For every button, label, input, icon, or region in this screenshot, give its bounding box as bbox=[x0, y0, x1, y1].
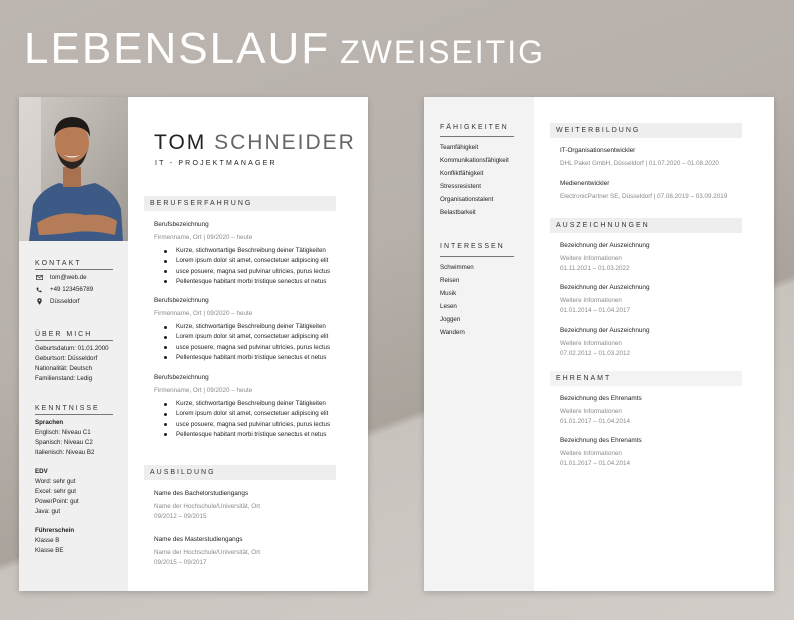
banner-main-title: LEBENSLAUF bbox=[24, 24, 331, 73]
experience-company: Firmenname, Ort | 09/2020 – heute bbox=[154, 310, 253, 317]
award-dates: 07.02.2012 – 01.03.2012 bbox=[560, 350, 631, 357]
experience-company: Firmenname, Ort | 09/2020 – heute bbox=[154, 387, 253, 394]
contact-city: Düsseldorf bbox=[50, 298, 80, 305]
experience-company: Firmenname, Ort | 09/2020 – heute bbox=[154, 234, 253, 241]
first-name: TOM bbox=[154, 131, 207, 154]
award-info: Weitere Informationen bbox=[560, 255, 622, 262]
about-heading: ÜBER MICH bbox=[35, 331, 93, 338]
education-school: Name der Hochschule/Universität, Ort bbox=[154, 549, 261, 556]
divider bbox=[440, 256, 514, 257]
volunteer-heading: EHRENAMT bbox=[550, 371, 742, 386]
skills-edv: Excel: sehr gut bbox=[35, 488, 76, 495]
ability-item: Organisationstalent bbox=[440, 196, 494, 203]
list-item: usce posuere, magna sed pulvinar ultricies, purus lectus bbox=[154, 420, 330, 430]
award-dates: 01.11.2021 – 01.03.2022 bbox=[560, 265, 630, 272]
skills-heading: KENNTNISSE bbox=[35, 405, 100, 412]
about-birthplace: Geburtsort: Düsseldorf bbox=[35, 355, 98, 362]
portrait-image bbox=[19, 97, 128, 241]
training-heading: WEITERBILDUNG bbox=[550, 123, 742, 138]
awards-heading: AUSZEICHNUNGEN bbox=[550, 218, 742, 233]
mail-icon bbox=[35, 275, 43, 280]
skills-language: Englisch: Niveau C1 bbox=[35, 429, 91, 436]
skills-language: Italienisch: Niveau B2 bbox=[35, 449, 95, 456]
about-marital-status: Familienstand: Ledig bbox=[35, 375, 93, 382]
education-school: Name der Hochschule/Universität, Ort bbox=[154, 503, 261, 510]
volunteer-dates: 01.01.2017 – 01.04.2014 bbox=[560, 460, 631, 467]
sidebar bbox=[19, 97, 128, 591]
list-item: Lorem ipsum dolor sit amet, consectetuer adipiscing elit bbox=[154, 332, 330, 342]
list-item: Kurze, stichwortartige Beschreibung deiner Tätigkeiten bbox=[154, 399, 330, 409]
abilities-heading: FÄHIGKEITEN bbox=[440, 124, 509, 131]
job-title: IT - PROJEKTMANAGER bbox=[155, 160, 277, 167]
award-title: Bezeichnung der Auszeichnung bbox=[560, 327, 650, 334]
interest-item: Schwimmen bbox=[440, 264, 474, 271]
sidebar bbox=[424, 97, 534, 591]
contact-phone-row bbox=[35, 286, 93, 293]
skills-language: Spanisch: Niveau C2 bbox=[35, 439, 93, 446]
education-dates: 09/2015 – 09/2017 bbox=[154, 559, 207, 566]
interests-heading: INTERESSEN bbox=[440, 243, 505, 250]
person-name bbox=[154, 131, 356, 155]
experience-bullets bbox=[154, 322, 330, 363]
award-info: Weitere Informationen bbox=[560, 340, 622, 347]
contact-heading: KONTAKT bbox=[35, 260, 82, 267]
divider bbox=[440, 136, 514, 137]
award-title: Bezeichnung der Auszeichnung bbox=[560, 284, 650, 291]
volunteer-title: Bezeichnung des Ehrenamts bbox=[560, 437, 642, 444]
contact-email-row bbox=[35, 274, 87, 281]
list-item: usce posuere, magna sed pulvinar ultricies, purus lectus bbox=[154, 267, 330, 277]
list-item: Pellentesque habitant morbi tristique senectus et netus bbox=[154, 353, 330, 363]
list-item: Lorem ipsum dolor sit amet, consectetuer adipiscing elit bbox=[154, 409, 330, 419]
training-title: Medienentwickler bbox=[560, 180, 610, 187]
skills-languages-title: Sprachen bbox=[35, 419, 64, 426]
experience-title: Berufsbezeichnung bbox=[154, 221, 209, 228]
experience-bullets bbox=[154, 399, 330, 440]
award-title: Bezeichnung der Auszeichnung bbox=[560, 242, 650, 249]
ability-item: Teamfähigkeit bbox=[440, 144, 479, 151]
volunteer-info: Weitere Informationen bbox=[560, 408, 622, 415]
education-degree: Name des Masterstudiengangs bbox=[154, 536, 243, 543]
profile-photo bbox=[19, 97, 128, 241]
volunteer-dates: 01.01.2017 – 01.04.2014 bbox=[560, 418, 631, 425]
skills-edv: PowerPoint: gut bbox=[35, 498, 79, 505]
skills-license-title: Führerschein bbox=[35, 527, 75, 534]
skills-edv-title: EDV bbox=[35, 468, 48, 475]
skills-license: Klasse BE bbox=[35, 547, 64, 554]
contact-email[interactable]: tom@web.de bbox=[50, 274, 87, 281]
divider bbox=[35, 269, 113, 270]
interest-item: Musik bbox=[440, 290, 457, 297]
list-item: Pellentesque habitant morbi tristique senectus et netus bbox=[154, 430, 330, 440]
education-dates: 09/2012 – 09/2015 bbox=[154, 513, 207, 520]
skills-edv: Word: sehr gut bbox=[35, 478, 76, 485]
list-item: Kurze, stichwortartige Beschreibung deiner Tätigkeiten bbox=[154, 322, 330, 332]
experience-title: Berufsbezeichnung bbox=[154, 374, 209, 381]
resume-page-1 bbox=[19, 97, 368, 591]
ability-item: Kommunikationsfähigkeit bbox=[440, 157, 509, 164]
list-item: usce posuere, magna sed pulvinar ultricies, purus lectus bbox=[154, 343, 330, 353]
divider bbox=[35, 414, 113, 415]
interest-item: Wandern bbox=[440, 329, 465, 336]
list-item: Lorem ipsum dolor sit amet, consectetuer adipiscing elit bbox=[154, 256, 330, 266]
ability-item: Stressresistent bbox=[440, 183, 481, 190]
phone-icon bbox=[35, 287, 43, 293]
contact-phone[interactable]: +49 123456789 bbox=[50, 286, 94, 293]
divider bbox=[35, 340, 113, 341]
volunteer-title: Bezeichnung des Ehrenamts bbox=[560, 395, 642, 402]
last-name: SCHNEIDER bbox=[214, 131, 356, 154]
experience-heading: BERUFSERFAHRUNG bbox=[144, 196, 336, 211]
training-title: IT-Organisationsentwickler bbox=[560, 147, 636, 154]
experience-bullets bbox=[154, 246, 330, 287]
education-heading: AUSBILDUNG bbox=[144, 465, 336, 480]
banner-subtitle: ZWEISEITIG bbox=[340, 34, 545, 70]
award-dates: 01.01.2014 – 01.04.2017 bbox=[560, 307, 631, 314]
ability-item: Belastbarkeit bbox=[440, 209, 476, 216]
list-item: Kurze, stichwortartige Beschreibung deiner Tätigkeiten bbox=[154, 246, 330, 256]
interest-item: Joggen bbox=[440, 316, 461, 323]
skills-license: Klasse B bbox=[35, 537, 60, 544]
banner-title bbox=[24, 24, 545, 74]
volunteer-info: Weitere Informationen bbox=[560, 450, 622, 457]
training-details: DHL Paket GmbH, Düsseldorf | 01.07.2020 – 01.08.2020 bbox=[560, 160, 719, 167]
training-details: ElectronicPartner SE, Düsseldorf | 07.08.2019 – 03.09.2019 bbox=[560, 193, 728, 200]
skills-edv: Java: gut bbox=[35, 508, 61, 515]
ability-item: Konfliktfähigkeit bbox=[440, 170, 484, 177]
about-nationality: Nationalität: Deutsch bbox=[35, 365, 93, 372]
education-degree: Name des Bachelorstudiengangs bbox=[154, 490, 249, 497]
location-pin-icon bbox=[35, 298, 43, 305]
contact-city-row bbox=[35, 298, 80, 305]
interest-item: Reisen bbox=[440, 277, 460, 284]
experience-title: Berufsbezeichnung bbox=[154, 297, 209, 304]
about-birthdate: Geburtsdatum: 01.01.2000 bbox=[35, 345, 109, 352]
list-item: Pellentesque habitant morbi tristique senectus et netus bbox=[154, 277, 330, 287]
interest-item: Lesen bbox=[440, 303, 457, 310]
award-info: Weitere Informationen bbox=[560, 297, 622, 304]
resume-page-2 bbox=[424, 97, 774, 591]
